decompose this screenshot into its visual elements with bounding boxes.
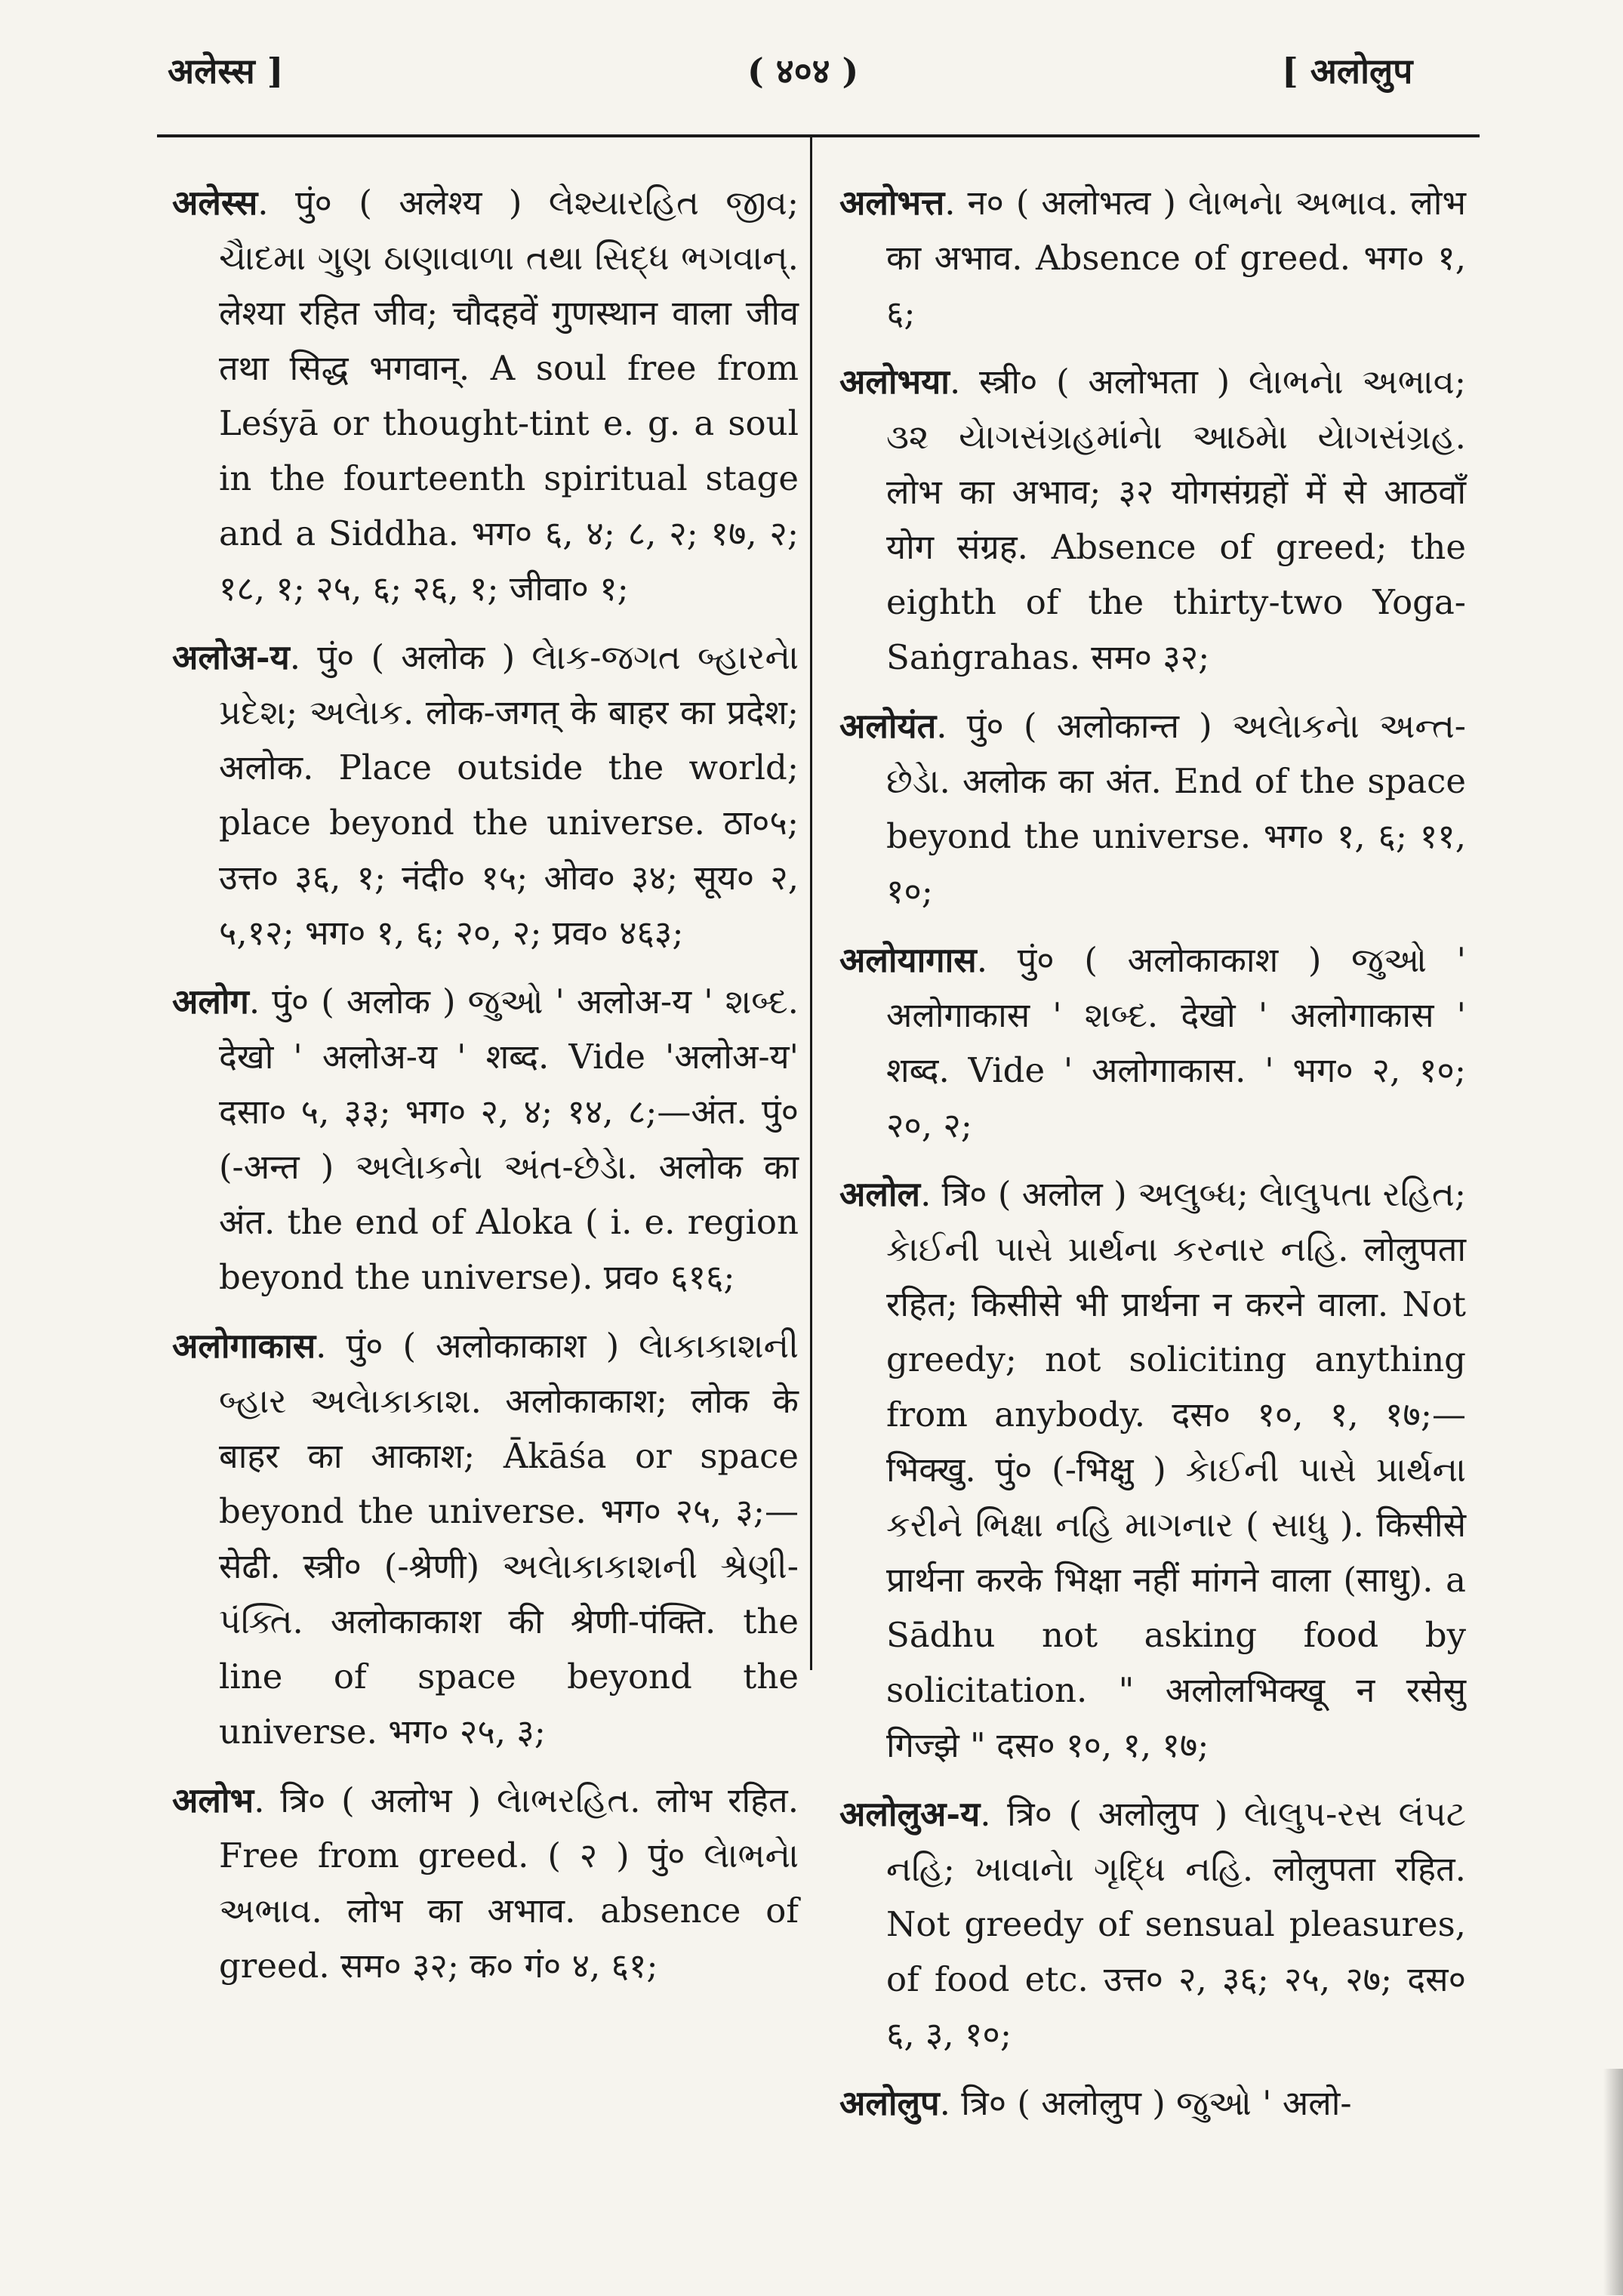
entry-headword: अलोल bbox=[839, 1174, 921, 1214]
entry-body: . पुं० ( अलेश्य ) લેશ્યારહિત જીવ; ચૈાદમા ગુણ ઠાણાવાળા તથા સિદ્ધ ભગવાન્. लेश्या रहित जीव; चौदहवें गुणस्थान वाला जीव तथा सिद्ध भगवान्. A soul free from Leśyā or thought-tint e. g. a soul in the fourteenth spiritual stage and a Siddha. भग० ६, ४; ८, २; १७, २; १८, १; २५, ६; २६, १; जीवा० १; bbox=[219, 183, 799, 609]
entry-body: . त्रि० ( अलोलुप ) જુઓ ' अलो- bbox=[939, 2083, 1352, 2123]
dictionary-entry bbox=[172, 175, 799, 616]
entry-body: . स्त्री० ( अलोभता ) લેાભનેા અભાવ; ૩૨ યેાગસંગ્રહમાંનેા આઠમેા યેાગસંગ્રહ. लोभ का अभाव; ३२ योगसंग्रहों में से आठवाँ योग संग्रह. Absence of greed; the eighth of the thirty-two Yoga-Saṅgrahas. सम० ३२; bbox=[886, 362, 1466, 677]
column-divider bbox=[810, 137, 812, 1670]
entry-body: . त्रि० ( अलोल ) અલુબ્ધ; લેાલુપતા રહિત; કેાઈની પાસે પ્રાર્થના કરનાર નહિ. लोलुपता रहित; किसीसे भी प्रार्थना न करने वाला. Not greedy; not soliciting anything from anybody. दस० १०, १, १७;—भिक्खु. पुं० (-भिक्षु ) કેાઈની પાસે પ્રાર્થના કરીને ભિક્ષા નહિ માગનાર ( સાધુ ). किसीसे प्रार्थना करके भिक्षा नहीं मांगने वाला (साधु). a Sādhu not asking food by solicitation. " अलोलभिक्खू न रसेसु गिज्झे " दस० १०, १, १७; bbox=[886, 1174, 1466, 1765]
entry-body: . त्रि० ( अलोलुप ) લેાલુપ-રસ લંપટ નહિ; ખાવાનેા ગૃદ્ધિ નહિ. लोलुपता रहित. Not greedy of sensual pleasures, of food etc. उत्त० २, ३६; २५, २७; दस० ६, ३, १०; bbox=[886, 1794, 1466, 2054]
scan-edge-shadow bbox=[1603, 2069, 1623, 2295]
dictionary-entry bbox=[839, 2076, 1466, 2131]
header-rule bbox=[157, 134, 1480, 137]
entry-headword: अलोलुप bbox=[839, 2083, 940, 2123]
entry-headword: अलोअ-य bbox=[172, 637, 290, 677]
dictionary-entry bbox=[172, 630, 799, 960]
dictionary-entry bbox=[839, 354, 1466, 685]
dictionary-entry bbox=[839, 698, 1466, 919]
entry-headword: अलोग bbox=[172, 982, 249, 1022]
entry-headword: अलोगाकास bbox=[172, 1326, 316, 1366]
entry-headword: अलोभया bbox=[839, 362, 950, 402]
entry-body: . पुं० ( अलोकाकाश ) લેાકાકાશની બ્હાર અલેાકાકાશ. अलोकाकाश; लोक के बाहर का आकाश; Ākāśa or space beyond the universe. भग० २५, ३;—सेढी. स्त्री० (-श्रेणी) અલેાકાકાશની શ્રેણી-પંક્તિ. अलोकाकाश की श्रेणी-पंक्ति. the line of space beyond the universe. भग० २५, ३; bbox=[219, 1326, 799, 1752]
entry-headword: अलोभ bbox=[172, 1780, 254, 1820]
entry-headword: अलोभत्त bbox=[839, 183, 945, 223]
entry-headword: अलोयंत bbox=[839, 706, 937, 746]
dictionary-entry bbox=[839, 932, 1466, 1153]
dictionary-entry bbox=[172, 1318, 799, 1759]
entry-headword: अलेस्स bbox=[172, 183, 258, 223]
dictionary-entry bbox=[839, 175, 1466, 341]
entry-body: . त्रि० ( अलोभ ) લેાભરહિત. लोभ रहित. Free from greed. ( २ ) पुं० લેાભનેા અભાવ. लोभ का अभाव. absence of greed. सम० ३२; क० गं० ४, ६१; bbox=[219, 1780, 799, 1986]
dictionary-entry bbox=[839, 1786, 1466, 2062]
entry-headword: अलोलुअ-य bbox=[839, 1794, 981, 1834]
entry-body: . पुं० ( अलोकान्त ) અલેાકનેા અન્ત-છેડેા. अलोक का अंत. End of the space beyond the universe. भग० १, ६; ११, १०; bbox=[886, 706, 1466, 911]
entry-body: . पुं० ( अलोक ) લેાક-જગત બ્હારનેા પ્રદેશ; અલેાક. लोक-जगत् के बाहर का प्रदेश; अलोक. Place outside the world; place beyond the universe. ठा०५; उत्त० ३६, १; नंदी० १५; ओव० ३४; सूय० २, ५,१२; भग० १, ६; २०, २; प्रव० ४६३; bbox=[219, 637, 799, 953]
entry-body: . पुं० ( अलोक ) જુઓ ' अलोअ-य ' શબ્દ. देखो ' अलोअ-य ' शब्द. Vide 'अलोअ-य' दसा० ५, ३३; भग० २, ४; १४, ८;—अंत. पुं० (-अन्त ) અલેાકનેા અંત-છેડેા. अलोक का अंत. the end of Aloka ( i. e. region beyond the universe). प्रव० ६१६; bbox=[219, 982, 799, 1297]
entry-body: . पुं० ( अलोकाकाश ) જુઓ ' अलोगाकास ' શબ્દ. देखो ' अलोगाकास ' शब्द. Vide ' अलोगाकास. ' भग० २, १०; २०, २; bbox=[886, 940, 1466, 1145]
dictionary-entry bbox=[839, 1166, 1466, 1773]
page-number: ( ४०४ ) bbox=[747, 51, 859, 91]
running-head-right: [ अलोलुप bbox=[1282, 51, 1413, 91]
dictionary-entry bbox=[172, 1773, 799, 1993]
left-column bbox=[172, 175, 799, 2007]
running-head-left: अलेस्स ] bbox=[168, 51, 284, 91]
right-column bbox=[839, 175, 1466, 2144]
entry-body: . न० ( अलोभत्व ) લેાભનેા અભાવ. लोभ का अभाव. Absence of greed. भग० १, ६; bbox=[886, 183, 1466, 333]
dictionary-entry bbox=[172, 974, 799, 1305]
entry-headword: अलोयागास bbox=[839, 940, 977, 980]
